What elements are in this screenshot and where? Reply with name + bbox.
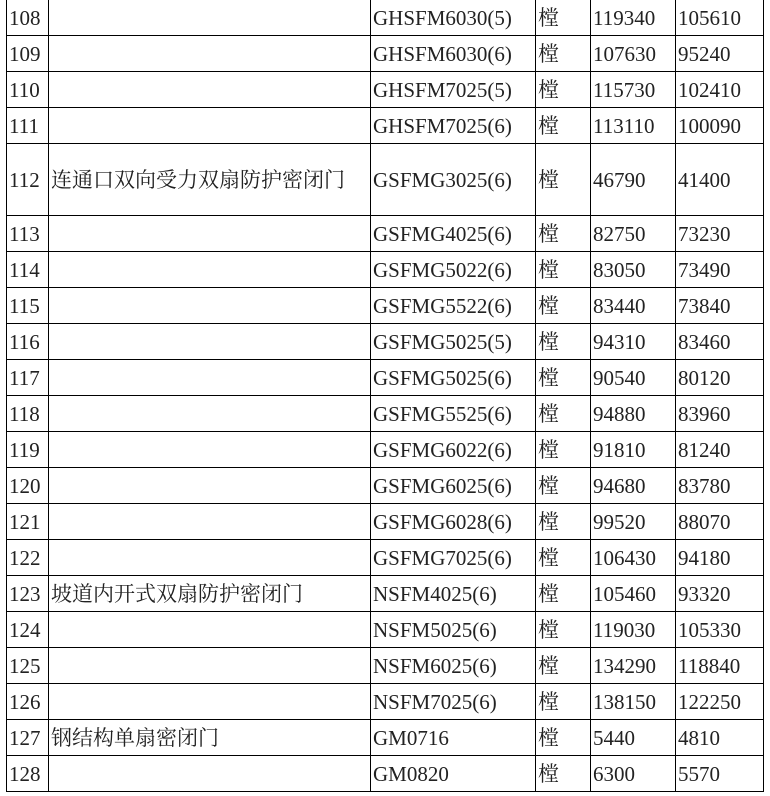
price-1-cell: 5440 bbox=[591, 720, 676, 756]
row-number-cell: 111 bbox=[7, 108, 49, 144]
unit-cell: 樘 bbox=[536, 360, 591, 396]
unit-cell: 樘 bbox=[536, 612, 591, 648]
price-2-cell: 5570 bbox=[676, 756, 764, 792]
model-cell: NSFM4025(6) bbox=[371, 576, 536, 612]
price-1-cell: 99520 bbox=[591, 504, 676, 540]
price-2-cell: 95240 bbox=[676, 36, 764, 72]
table-row bbox=[7, 252, 764, 288]
model-cell: GSFMG6028(6) bbox=[371, 504, 536, 540]
unit-cell: 樘 bbox=[536, 720, 591, 756]
row-number-cell: 127 bbox=[7, 720, 49, 756]
price-1-cell: 94310 bbox=[591, 324, 676, 360]
product-name-cell: 钢结构单扇密闭门 bbox=[49, 720, 371, 756]
table-body bbox=[7, 0, 764, 792]
price-1-cell: 6300 bbox=[591, 756, 676, 792]
table-row bbox=[7, 324, 764, 360]
row-number-cell: 124 bbox=[7, 612, 49, 648]
table-row bbox=[7, 216, 764, 252]
unit-cell: 樘 bbox=[536, 36, 591, 72]
product-name-cell bbox=[49, 432, 371, 468]
price-1-cell: 82750 bbox=[591, 216, 676, 252]
unit-cell: 樘 bbox=[536, 216, 591, 252]
row-number-cell: 109 bbox=[7, 36, 49, 72]
price-table bbox=[6, 0, 764, 792]
product-name-cell bbox=[49, 36, 371, 72]
price-2-cell: 122250 bbox=[676, 684, 764, 720]
row-number-cell: 113 bbox=[7, 216, 49, 252]
row-number-cell: 119 bbox=[7, 432, 49, 468]
price-2-cell: 73230 bbox=[676, 216, 764, 252]
price-2-cell: 83960 bbox=[676, 396, 764, 432]
product-name-cell bbox=[49, 288, 371, 324]
price-1-cell: 115730 bbox=[591, 72, 676, 108]
price-1-cell: 46790 bbox=[591, 144, 676, 216]
table-row bbox=[7, 540, 764, 576]
unit-cell: 樘 bbox=[536, 576, 591, 612]
price-1-cell: 94680 bbox=[591, 468, 676, 504]
row-number-cell: 114 bbox=[7, 252, 49, 288]
product-name-cell bbox=[49, 252, 371, 288]
price-1-cell: 119340 bbox=[591, 0, 676, 36]
row-number-cell: 125 bbox=[7, 648, 49, 684]
product-name-cell bbox=[49, 756, 371, 792]
product-name-cell bbox=[49, 360, 371, 396]
product-name-cell bbox=[49, 684, 371, 720]
model-cell: GHSFM6030(5) bbox=[371, 0, 536, 36]
model-cell: GSFMG5025(6) bbox=[371, 360, 536, 396]
model-cell: GHSFM7025(5) bbox=[371, 72, 536, 108]
unit-cell: 樘 bbox=[536, 756, 591, 792]
model-cell: NSFM6025(6) bbox=[371, 648, 536, 684]
model-cell: GSFMG6022(6) bbox=[371, 432, 536, 468]
price-1-cell: 91810 bbox=[591, 432, 676, 468]
unit-cell: 樘 bbox=[536, 468, 591, 504]
price-1-cell: 106430 bbox=[591, 540, 676, 576]
price-2-cell: 4810 bbox=[676, 720, 764, 756]
price-1-cell: 107630 bbox=[591, 36, 676, 72]
price-2-cell: 93320 bbox=[676, 576, 764, 612]
price-2-cell: 73840 bbox=[676, 288, 764, 324]
product-name-cell bbox=[49, 396, 371, 432]
price-1-cell: 138150 bbox=[591, 684, 676, 720]
price-1-cell: 113110 bbox=[591, 108, 676, 144]
product-name-cell bbox=[49, 324, 371, 360]
row-number-cell: 120 bbox=[7, 468, 49, 504]
product-name-cell bbox=[49, 504, 371, 540]
model-cell: GSFMG5522(6) bbox=[371, 288, 536, 324]
model-cell: GSFMG5022(6) bbox=[371, 252, 536, 288]
row-number-cell: 116 bbox=[7, 324, 49, 360]
price-2-cell: 41400 bbox=[676, 144, 764, 216]
row-number-cell: 123 bbox=[7, 576, 49, 612]
price-2-cell: 80120 bbox=[676, 360, 764, 396]
price-2-cell: 102410 bbox=[676, 72, 764, 108]
price-1-cell: 134290 bbox=[591, 648, 676, 684]
model-cell: GHSFM6030(6) bbox=[371, 36, 536, 72]
table-row bbox=[7, 684, 764, 720]
row-number-cell: 112 bbox=[7, 144, 49, 216]
table-row bbox=[7, 144, 764, 216]
price-2-cell: 83780 bbox=[676, 468, 764, 504]
unit-cell: 樘 bbox=[536, 108, 591, 144]
table-row bbox=[7, 648, 764, 684]
product-name-cell bbox=[49, 540, 371, 576]
table-row bbox=[7, 288, 764, 324]
model-cell: NSFM7025(6) bbox=[371, 684, 536, 720]
product-name-cell bbox=[49, 612, 371, 648]
model-cell: GSFMG4025(6) bbox=[371, 216, 536, 252]
price-2-cell: 118840 bbox=[676, 648, 764, 684]
row-number-cell: 110 bbox=[7, 72, 49, 108]
model-cell: GM0820 bbox=[371, 756, 536, 792]
price-2-cell: 88070 bbox=[676, 504, 764, 540]
product-name-cell bbox=[49, 216, 371, 252]
unit-cell: 樘 bbox=[536, 540, 591, 576]
price-2-cell: 105330 bbox=[676, 612, 764, 648]
model-cell: GSFMG5025(5) bbox=[371, 324, 536, 360]
unit-cell: 樘 bbox=[536, 432, 591, 468]
price-1-cell: 119030 bbox=[591, 612, 676, 648]
row-number-cell: 126 bbox=[7, 684, 49, 720]
unit-cell: 樘 bbox=[536, 72, 591, 108]
table-row bbox=[7, 72, 764, 108]
product-name-cell bbox=[49, 72, 371, 108]
product-name-cell: 坡道内开式双扇防护密闭门 bbox=[49, 576, 371, 612]
price-2-cell: 94180 bbox=[676, 540, 764, 576]
table-row bbox=[7, 360, 764, 396]
model-cell: GM0716 bbox=[371, 720, 536, 756]
unit-cell: 樘 bbox=[536, 144, 591, 216]
table-row bbox=[7, 36, 764, 72]
row-number-cell: 118 bbox=[7, 396, 49, 432]
table-row bbox=[7, 720, 764, 756]
model-cell: GHSFM7025(6) bbox=[371, 108, 536, 144]
table-row bbox=[7, 504, 764, 540]
product-name-cell bbox=[49, 468, 371, 504]
price-1-cell: 83440 bbox=[591, 288, 676, 324]
unit-cell: 樘 bbox=[536, 252, 591, 288]
product-name-cell bbox=[49, 108, 371, 144]
price-1-cell: 94880 bbox=[591, 396, 676, 432]
price-2-cell: 73490 bbox=[676, 252, 764, 288]
table-row bbox=[7, 108, 764, 144]
price-1-cell: 83050 bbox=[591, 252, 676, 288]
table-row bbox=[7, 432, 764, 468]
product-name-cell bbox=[49, 0, 371, 36]
price-1-cell: 90540 bbox=[591, 360, 676, 396]
row-number-cell: 115 bbox=[7, 288, 49, 324]
product-name-cell bbox=[49, 648, 371, 684]
model-cell: GSFMG7025(6) bbox=[371, 540, 536, 576]
unit-cell: 樘 bbox=[536, 396, 591, 432]
model-cell: GSFMG3025(6) bbox=[371, 144, 536, 216]
price-2-cell: 81240 bbox=[676, 432, 764, 468]
model-cell: GSFMG6025(6) bbox=[371, 468, 536, 504]
table-row bbox=[7, 576, 764, 612]
row-number-cell: 108 bbox=[7, 0, 49, 36]
table-row bbox=[7, 468, 764, 504]
row-number-cell: 128 bbox=[7, 756, 49, 792]
model-cell: NSFM5025(6) bbox=[371, 612, 536, 648]
table-row bbox=[7, 612, 764, 648]
unit-cell: 樘 bbox=[536, 504, 591, 540]
price-2-cell: 83460 bbox=[676, 324, 764, 360]
product-name-cell: 连通口双向受力双扇防护密闭门 bbox=[49, 144, 371, 216]
unit-cell: 樘 bbox=[536, 288, 591, 324]
price-1-cell: 105460 bbox=[591, 576, 676, 612]
price-2-cell: 100090 bbox=[676, 108, 764, 144]
unit-cell: 樘 bbox=[536, 684, 591, 720]
row-number-cell: 117 bbox=[7, 360, 49, 396]
model-cell: GSFMG5525(6) bbox=[371, 396, 536, 432]
table-row bbox=[7, 756, 764, 792]
table-row bbox=[7, 396, 764, 432]
unit-cell: 樘 bbox=[536, 324, 591, 360]
row-number-cell: 122 bbox=[7, 540, 49, 576]
unit-cell: 樘 bbox=[536, 0, 591, 36]
price-2-cell: 105610 bbox=[676, 0, 764, 36]
unit-cell: 樘 bbox=[536, 648, 591, 684]
row-number-cell: 121 bbox=[7, 504, 49, 540]
table-row bbox=[7, 0, 764, 36]
